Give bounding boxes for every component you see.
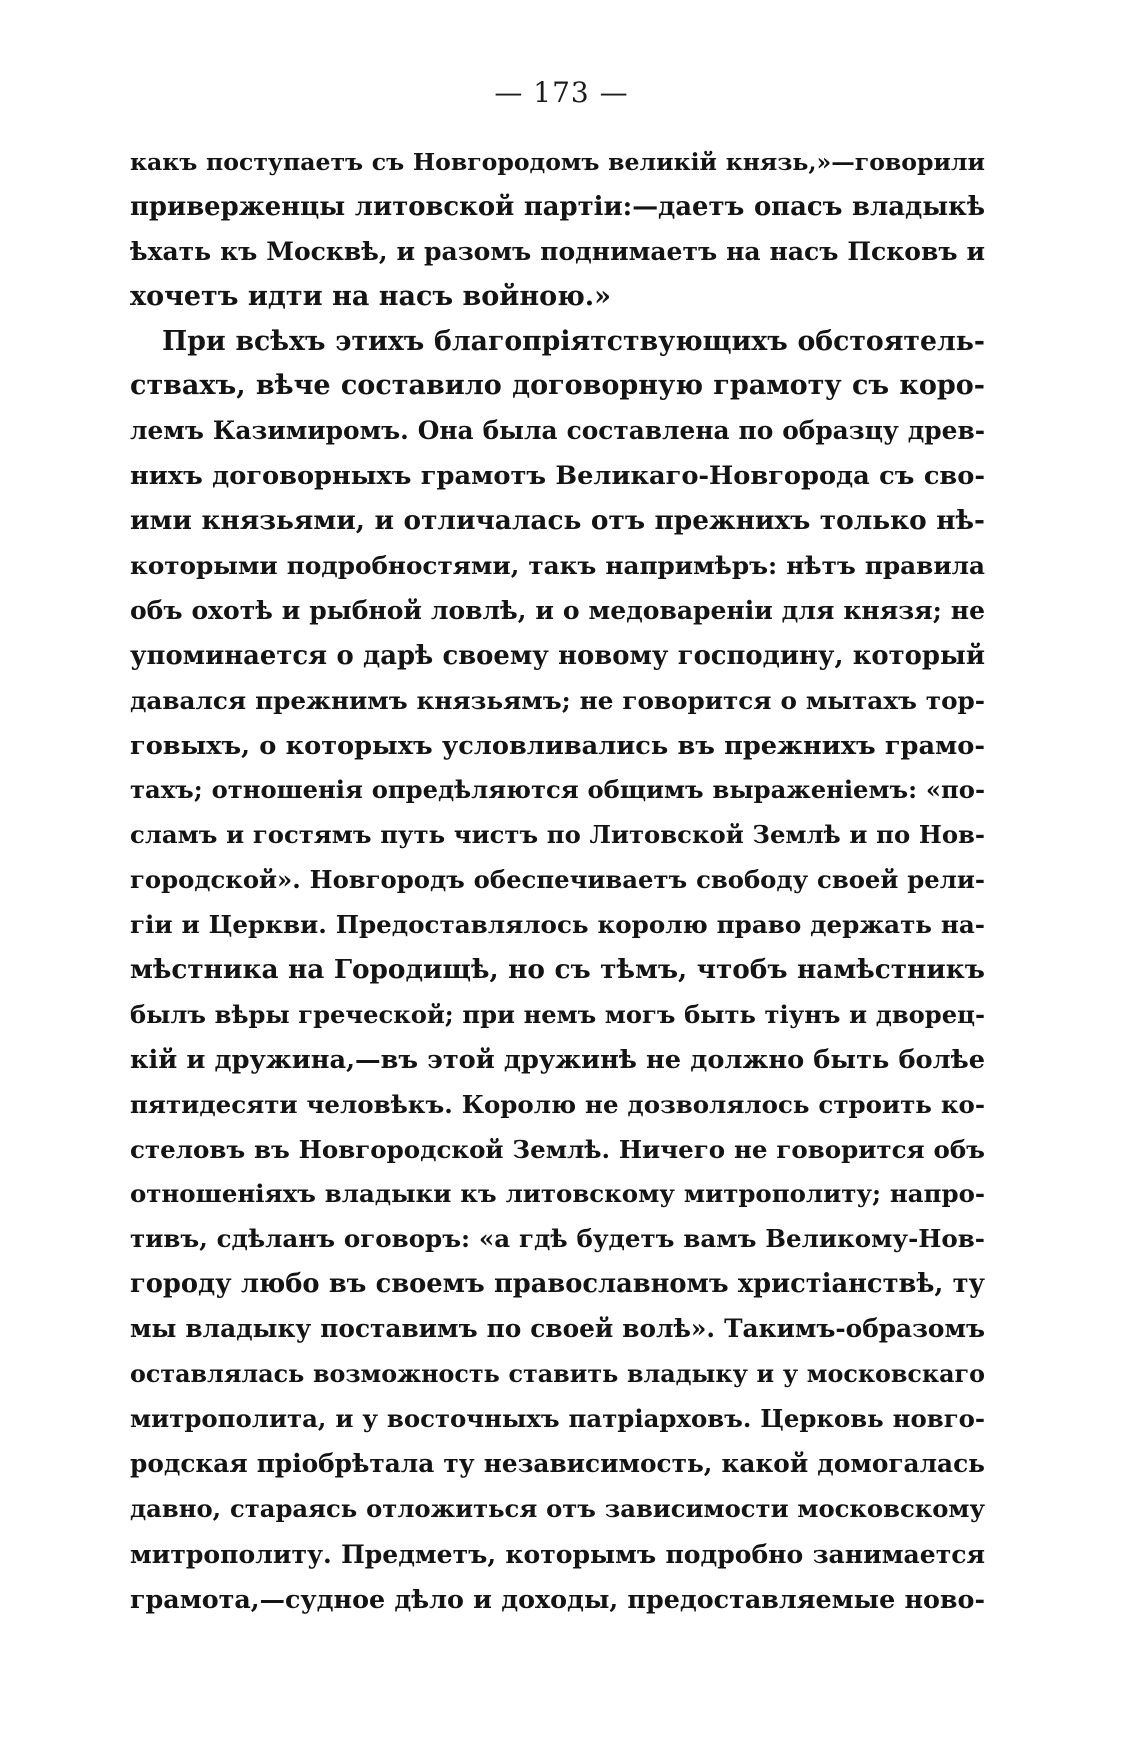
text-line: приверженцы литовской партіи:—даетъ опасъ владыкѣ xyxy=(130,191,985,222)
text-line: ствахъ, вѣче составило договорную грамоту съ коро- xyxy=(130,370,985,402)
text-line: нихъ договорныхъ грамотъ Великаго-Новгорода съ сво- xyxy=(130,461,985,492)
text-line: объ охотѣ и рыбной ловлѣ, и о медовареніи для князя; не xyxy=(130,595,985,625)
text-line: былъ вѣры греческой; при немъ могъ быть тіунъ и дворец- xyxy=(130,999,985,1029)
text-line: При всѣхъ этихъ благопріятствующихъ обстоятель- xyxy=(162,325,985,357)
text-line: городской». Новгородъ обеспечиваетъ свободу своей рели- xyxy=(130,865,985,895)
text-line: гіи и Церкви. Предоставлялось королю право держать на- xyxy=(130,910,985,940)
text-line: мѣстника на Городищѣ, но съ тѣмъ, чтобъ намѣстникъ xyxy=(130,954,985,986)
text-line: митрополиту. Предметъ, которымъ подробно занимается xyxy=(130,1538,985,1569)
text-line: которыми подробностями, такъ напримѣръ: нѣтъ правила xyxy=(130,551,985,581)
text-line: говыхъ, о которыхъ условливались въ прежнихъ грамо- xyxy=(130,730,985,761)
text-line: давался прежнимъ князьямъ; не говорится о мытахъ тор- xyxy=(130,685,985,715)
text-line: тивъ, сдѣланъ оговоръ: «а гдѣ будетъ вамъ Великому-Нов- xyxy=(130,1224,985,1254)
text-line: родская пріобрѣтала ту независимость, какой домогалась xyxy=(130,1448,985,1478)
body-text xyxy=(130,140,985,1621)
text-line: давно, стараясь отложиться отъ зависимости московскому xyxy=(130,1493,985,1523)
text-line: лемъ Казимиромъ. Она была составлена по образцу древ- xyxy=(130,416,985,446)
text-line: оставлялась возможность ставить владыку и у московскаго xyxy=(130,1360,985,1389)
text-line: хочетъ идти на насъ войною.» xyxy=(130,280,612,312)
text-line: кій и дружина,—въ этой дружинѣ не должно быть болѣе xyxy=(130,1044,985,1075)
text-line: отношеніяхъ владыки къ литовскому митрополиту; напро- xyxy=(130,1179,985,1209)
text-line: стеловъ въ Новгородской Землѣ. Ничего не говорится объ xyxy=(130,1134,985,1164)
page-number: — 173 — xyxy=(494,76,629,109)
text-line: ѣхать къ Москвѣ, и разомъ поднимаетъ на насъ Псковъ и xyxy=(130,236,985,266)
text-line: митрополита, и у восточныхъ патріарховъ. Церковь новго- xyxy=(130,1403,985,1433)
text-line: тахъ; отношенія опредѣляются общимъ выраженіемъ: «по- xyxy=(130,775,985,805)
text-line: пятидесяти человѣкъ. Королю не дозволялось строить ко- xyxy=(130,1089,985,1119)
text-line: мы владыку поставимъ по своей волѣ». Такимъ-образомъ xyxy=(130,1314,985,1344)
text-line: ими князьями, и отличалась отъ прежнихъ только нѣ- xyxy=(130,505,985,537)
text-line: городу любо въ своемъ православномъ христіанствѣ, ту xyxy=(130,1269,985,1300)
text-line: сламъ и гостямъ путь чистъ по Литовской Землѣ и по Нов- xyxy=(130,820,985,850)
text-line: грамота,—судное дѣло и доходы, предоставляемые ново- xyxy=(130,1583,985,1614)
text-line: упоминается о дарѣ своему новому господину, который xyxy=(130,640,985,671)
text-line: какъ поступаетъ съ Новгородомъ великій князь,»—говорили xyxy=(130,148,985,176)
